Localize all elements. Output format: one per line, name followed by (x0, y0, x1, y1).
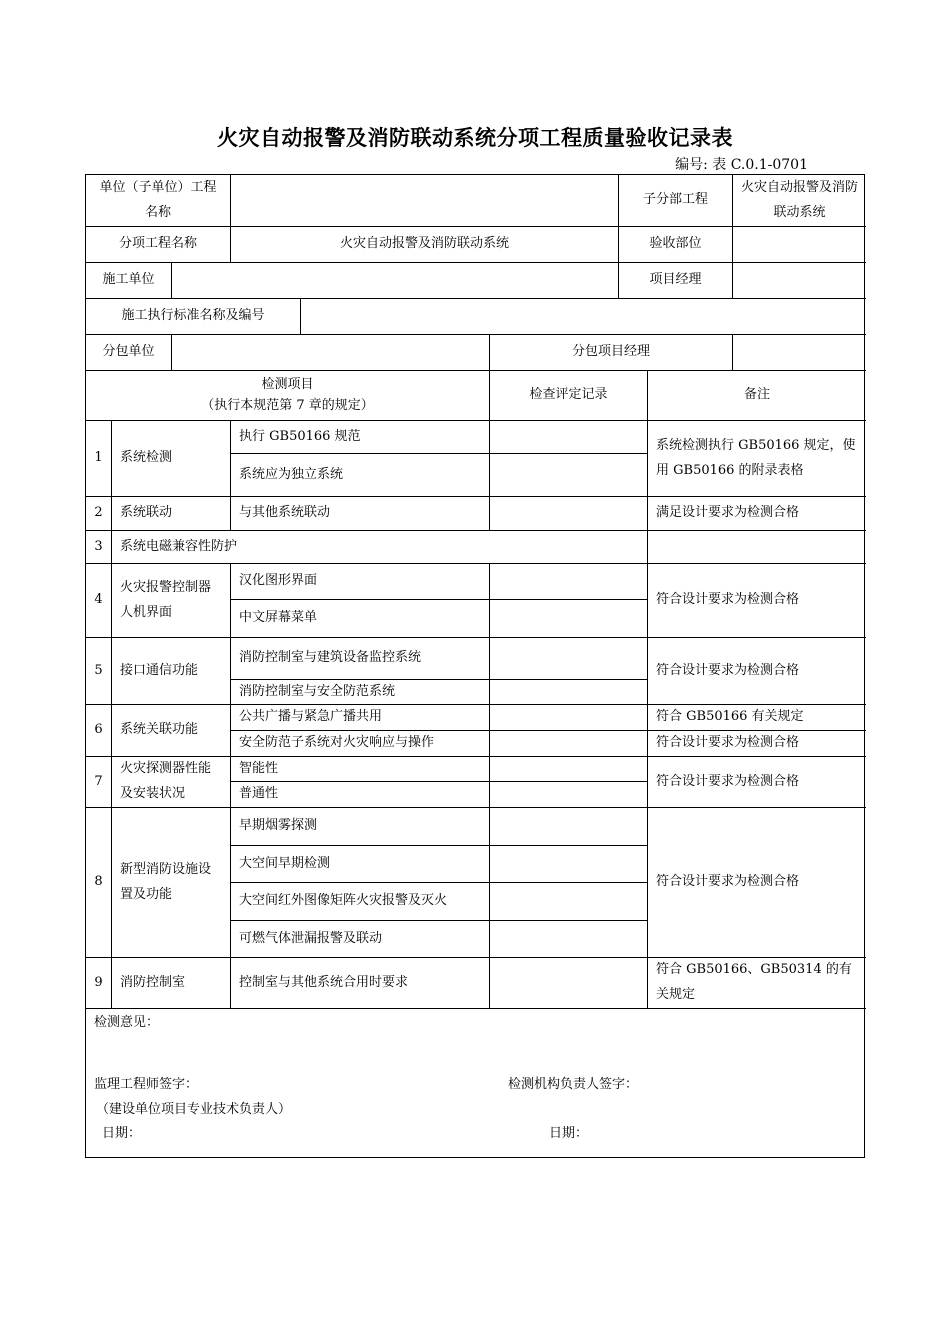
standard-label: 施工执行标准名称及编号 (86, 299, 301, 335)
supervisor-date-label: 日期： (102, 1126, 142, 1142)
row-sub-item: 大空间早期检测 (231, 846, 490, 883)
row-sub-item: 普通性 (231, 782, 490, 808)
subitem-label: 分项工程名称 (86, 227, 231, 263)
row-no: 6 (86, 705, 112, 757)
construction-unit-value[interactable] (172, 263, 619, 299)
record-cell[interactable] (490, 958, 648, 1009)
standard-value[interactable] (301, 299, 866, 335)
record-cell[interactable] (490, 638, 648, 680)
construction-unit-label: 施工单位 (86, 263, 172, 299)
row-no: 4 (86, 564, 112, 638)
row-no: 5 (86, 638, 112, 705)
record-cell[interactable] (490, 497, 648, 531)
record-cell[interactable] (490, 731, 648, 757)
row-sub-item: 可燃气体泄漏报警及联动 (231, 921, 490, 958)
row-remark: 符合设计要求为检测合格 (648, 564, 866, 638)
row-no: 1 (86, 421, 112, 497)
record-cell[interactable] (490, 564, 648, 600)
row-remark: 系统检测执行 GB50166 规定，使用 GB50166 的附录表格 (648, 421, 866, 497)
row-sub-item: 与其他系统联动 (231, 497, 490, 531)
row-sub-item: 执行 GB50166 规范 (231, 421, 490, 454)
row-sub-item: 安全防范子系统对火灾响应与操作 (231, 731, 490, 757)
sub-pm-label: 分包项目经理 (490, 335, 733, 371)
record-cell[interactable] (490, 421, 648, 454)
page-title: 火灾自动报警及消防联动系统分项工程质量验收记录表 (217, 126, 733, 150)
row-remark (648, 531, 866, 564)
row-no: 8 (86, 808, 112, 958)
row-item-name: 系统关联功能 (112, 705, 231, 757)
record-cell[interactable] (490, 757, 648, 782)
record-cell[interactable] (490, 921, 648, 958)
record-cell[interactable] (490, 705, 648, 731)
row-sub-item: 大空间红外图像矩阵火灾报警及灭火 (231, 883, 490, 921)
row-sub-item: 早期烟雾探测 (231, 808, 490, 846)
row-sub-item: 系统应为独立系统 (231, 454, 490, 497)
subcontractor-label: 分包单位 (86, 335, 172, 371)
row-sub-item: 中文屏幕菜单 (231, 600, 490, 638)
row-sub-item: 消防控制室与安全防范系统 (231, 680, 490, 705)
row-item-name: 火灾探测器性能及安装状况 (112, 757, 231, 808)
row-sub-item: 消防控制室与建筑设备监控系统 (231, 638, 490, 680)
record-cell[interactable] (490, 454, 648, 497)
acceptance-table (85, 174, 865, 1158)
row-item-name: 新型消防设施设置及功能 (112, 808, 231, 958)
opinion-label: 检测意见： (94, 1015, 160, 1030)
sub-division-value[interactable]: 火灾自动报警及消防联动系统 (733, 175, 866, 227)
row-remark: 满足设计要求为检测合格 (648, 497, 866, 531)
record-cell[interactable] (490, 680, 648, 705)
record-column-header: 检查评定记录 (490, 371, 648, 421)
record-cell[interactable] (490, 808, 648, 846)
row-sub-item: 公共广播与紧急广播共用 (231, 705, 490, 731)
row-sub-item: 控制室与其他系统合用时要求 (231, 958, 490, 1009)
row-remark: 符合设计要求为检测合格 (648, 757, 866, 808)
supervisor-note: （建设单位项目专业技术负责人） (96, 1101, 292, 1117)
supervisor-sign-label: 监理工程师签字： (94, 1076, 199, 1092)
row-no: 9 (86, 958, 112, 1009)
subitem-value[interactable]: 火灾自动报警及消防联动系统 (231, 227, 619, 263)
opinion-block (86, 1009, 866, 1157)
org-sign-label: 检测机构负责人签字： (507, 1076, 638, 1092)
row-item-name: 系统电磁兼容性防护 (112, 531, 648, 564)
remark-column-header: 备注 (648, 371, 866, 421)
row-item-name: 接口通信功能 (112, 638, 231, 705)
row-no: 7 (86, 757, 112, 808)
items-column-header: 检测项目 （执行本规范第 7 章的规定） (86, 371, 490, 421)
record-cell[interactable] (490, 883, 648, 921)
pm-label: 项目经理 (619, 263, 733, 299)
row-remark: 符合设计要求为检测合格 (648, 638, 866, 705)
row-remark: 符合设计要求为检测合格 (648, 731, 866, 757)
row-sub-item: 智能性 (231, 757, 490, 782)
unit-value[interactable] (231, 175, 619, 227)
record-cell[interactable] (490, 782, 648, 808)
row-item-name: 火灾报警控制器人机界面 (112, 564, 231, 638)
record-cell[interactable] (490, 600, 648, 638)
form-code: 编号: 表 C.0.1-0701 (675, 157, 808, 173)
row-no: 2 (86, 497, 112, 531)
sub-pm-value[interactable] (733, 335, 866, 371)
row-no: 3 (86, 531, 112, 564)
acceptance-part-label: 验收部位 (619, 227, 733, 263)
record-cell[interactable] (490, 846, 648, 883)
row-item-name: 消防控制室 (112, 958, 231, 1009)
row-remark: 符合 GB50166、GB50314 的有关规定 (648, 958, 866, 1009)
row-item-name: 系统联动 (112, 497, 231, 531)
acceptance-part-value[interactable] (733, 227, 866, 263)
row-remark: 符合 GB50166 有关规定 (648, 705, 866, 731)
row-remark: 符合设计要求为检测合格 (648, 808, 866, 958)
sub-division-label: 子分部工程 (619, 175, 733, 227)
pm-value[interactable] (733, 263, 866, 299)
row-item-name: 系统检测 (112, 421, 231, 497)
row-sub-item: 汉化图形界面 (231, 564, 490, 600)
unit-label: 单位（子单位）工程名称 (86, 175, 231, 227)
org-date-label: 日期： (548, 1126, 588, 1142)
subcontractor-value[interactable] (172, 335, 490, 371)
